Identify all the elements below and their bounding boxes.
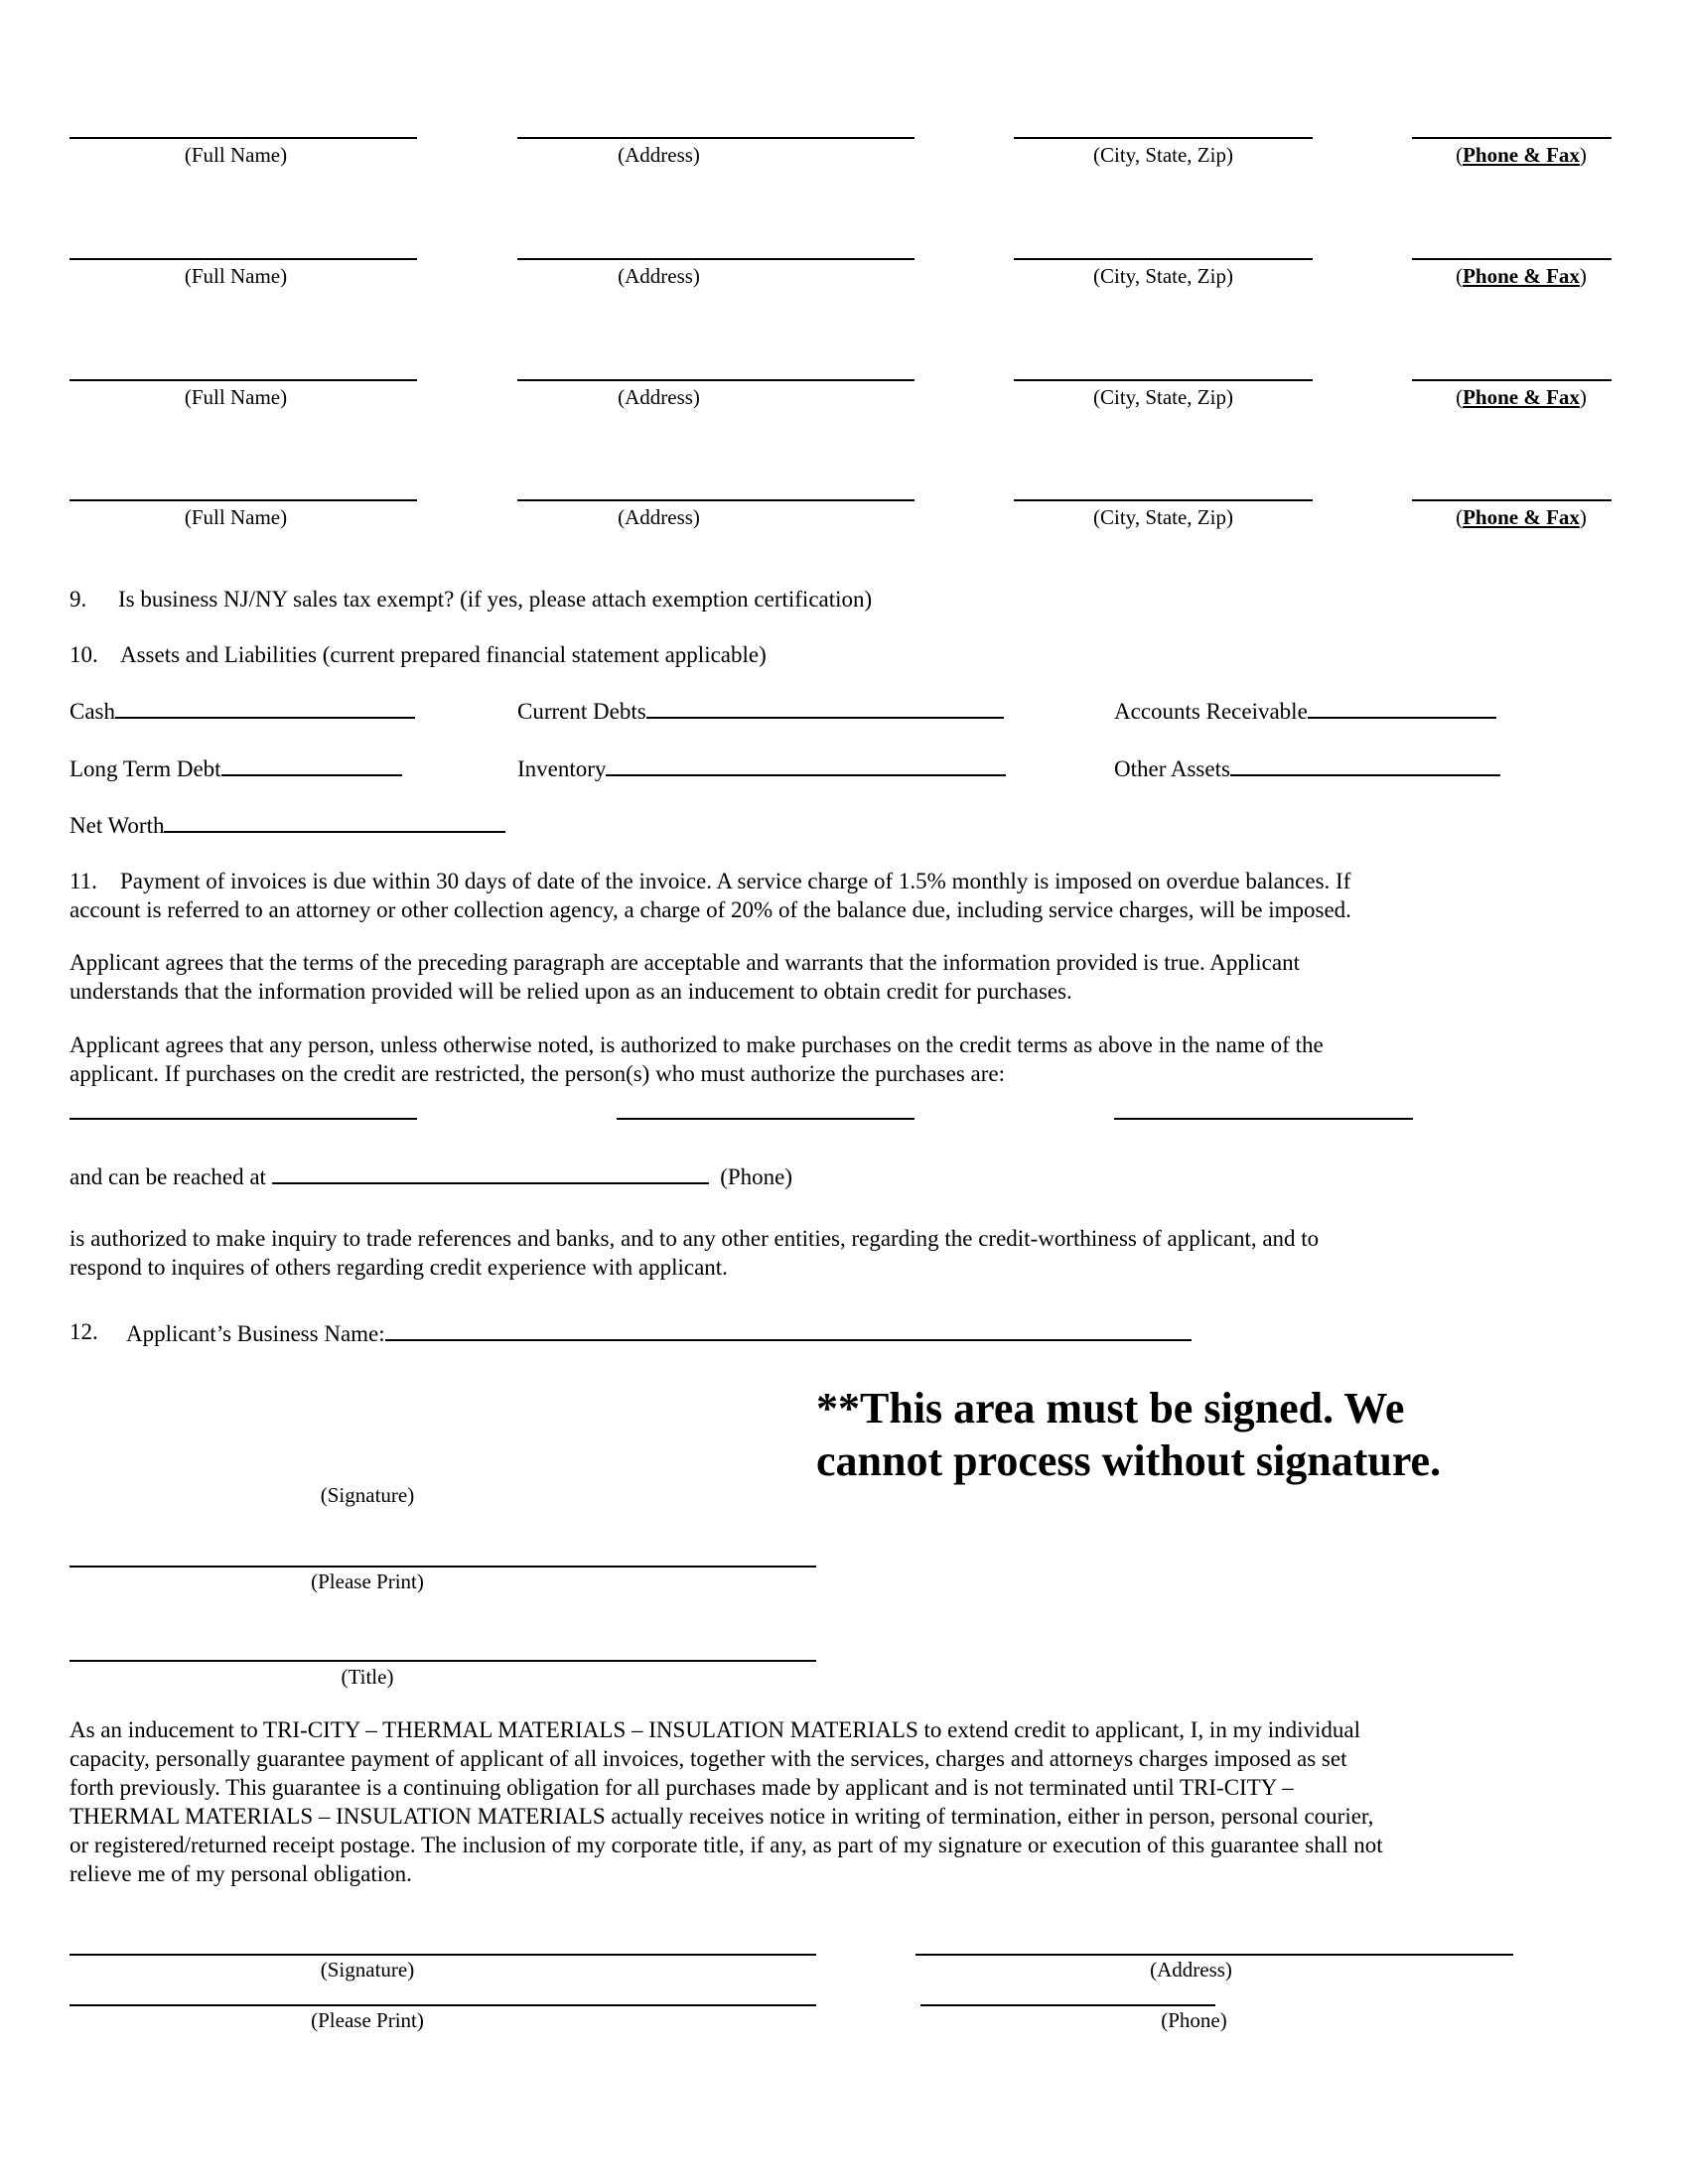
q9-number: 9. — [70, 587, 87, 612]
signature-warning-line2: cannot process without signature. — [816, 1436, 1442, 1485]
guarantee-line-2: capacity, personally guarantee payment of applicant of all invoices, together with the services, charges and attorneys charges imposed as set — [70, 1746, 1347, 1771]
net-worth-field[interactable] — [70, 809, 505, 840]
current-debts-label: Current Debts — [517, 699, 646, 724]
title-caption: (Title) — [341, 1665, 394, 1689]
phone-fax-line[interactable] — [1412, 379, 1612, 381]
address-line[interactable] — [517, 499, 914, 501]
q11-number: 11. — [70, 869, 97, 893]
guarantor-signature-line[interactable] — [70, 1954, 816, 1956]
city-state-zip-line[interactable] — [1014, 137, 1313, 139]
phone-fax-caption: (Phone & Fax) — [1456, 143, 1587, 167]
inventory-field[interactable] — [517, 752, 1006, 783]
guarantee-line-4: THERMAL MATERIALS – INSULATION MATERIALS actually receives notice in writing of termination, either in person, personal courier, — [70, 1804, 1374, 1829]
business-name-label: Applicant’s Business Name: — [126, 1321, 385, 1346]
q11-paragraph3-line2: applicant. If purchases on the credit are restricted, the person(s) who must authorize the purchases are: — [70, 1061, 1005, 1086]
full-name-line[interactable] — [70, 379, 417, 381]
guarantee-line-6: relieve me of my personal obligation. — [70, 1861, 412, 1886]
phone-fax-caption: (Phone & Fax) — [1456, 505, 1587, 529]
accounts-receivable-field[interactable] — [1114, 695, 1496, 726]
please-print-caption: (Please Print) — [311, 1570, 424, 1593]
full-name-caption: (Full Name) — [184, 385, 288, 409]
address-caption: (Address) — [618, 264, 700, 288]
q11-paragraph4-line1: is authorized to make inquiry to trade references and banks, and to any other entities, regarding the credit-worthiness of applicant, and to — [70, 1226, 1320, 1251]
q11-paragraph2-line2: understands that the information provided will be relied upon as an inducement to obtain credit for purchases. — [70, 979, 1072, 1004]
city-state-zip-caption: (City, State, Zip) — [1093, 143, 1233, 167]
city-state-zip-line[interactable] — [1014, 258, 1313, 260]
phone-fax-line[interactable] — [1412, 137, 1612, 139]
cash-field[interactable] — [70, 695, 415, 726]
full-name-line[interactable] — [70, 499, 417, 501]
cash-label: Cash — [70, 699, 115, 724]
phone-fax-line[interactable] — [1412, 258, 1612, 260]
q11-paragraph3-line1: Applicant agrees that any person, unless otherwise noted, is authorized to make purchases on the credit terms as above in the name of the — [70, 1032, 1324, 1057]
business-name-field[interactable] — [126, 1317, 1192, 1348]
guarantor-address-caption: (Address) — [1150, 1958, 1232, 1981]
address-caption: (Address) — [618, 143, 700, 167]
title-line[interactable] — [70, 1660, 816, 1662]
full-name-caption: (Full Name) — [184, 505, 288, 529]
long-term-debt-field[interactable] — [70, 752, 402, 783]
q11-paragraph4-line2: respond to inquires of others regarding credit experience with applicant. — [70, 1255, 728, 1280]
other-assets-label: Other Assets — [1114, 756, 1230, 781]
q10-text: Assets and Liabilities (current prepared financial statement applicable) — [120, 642, 767, 667]
address-line[interactable] — [517, 379, 914, 381]
city-state-zip-caption: (City, State, Zip) — [1093, 385, 1233, 409]
address-line[interactable] — [517, 258, 914, 260]
phone-suffix-label: (Phone) — [720, 1164, 793, 1189]
long-term-debt-label: Long Term Debt — [70, 756, 221, 781]
guarantor-address-line[interactable] — [915, 1954, 1513, 1956]
full-name-line[interactable] — [70, 258, 417, 260]
signature-caption: (Signature) — [320, 1483, 415, 1507]
authorized-person-line-3[interactable] — [1114, 1118, 1413, 1120]
address-caption: (Address) — [618, 505, 700, 529]
authorized-person-line-1[interactable] — [70, 1118, 417, 1120]
guarantor-signature-caption: (Signature) — [320, 1958, 415, 1981]
q9-text: Is business NJ/NY sales tax exempt? (if yes, please attach exemption certification) — [118, 587, 873, 612]
signature-warning-line1: **This area must be signed. We — [816, 1384, 1405, 1433]
city-state-zip-caption: (City, State, Zip) — [1093, 505, 1233, 529]
q10-number: 10. — [70, 642, 98, 667]
current-debts-field[interactable] — [517, 695, 1004, 726]
phone-fax-line[interactable] — [1412, 499, 1612, 501]
full-name-caption: (Full Name) — [184, 264, 288, 288]
authorized-person-line-2[interactable] — [617, 1118, 914, 1120]
guarantor-please-print-caption: (Please Print) — [311, 2008, 424, 2032]
full-name-caption: (Full Name) — [184, 143, 288, 167]
reached-at-field[interactable] — [70, 1160, 792, 1191]
full-name-line[interactable] — [70, 137, 417, 139]
q12-number: 12. — [70, 1319, 98, 1344]
accounts-receivable-label: Accounts Receivable — [1114, 699, 1308, 724]
guarantee-line-1: As an inducement to TRI-CITY – THERMAL MATERIALS – INSULATION MATERIALS to extend credit to applicant, I, in my individual — [70, 1717, 1360, 1742]
net-worth-label: Net Worth — [70, 813, 165, 838]
city-state-zip-line[interactable] — [1014, 499, 1313, 501]
q11-paragraph1-line1: Payment of invoices is due within 30 days of date of the invoice. A service charge of 1.5% monthly is imposed on overdue balances. If — [120, 869, 1351, 893]
address-line[interactable] — [517, 137, 914, 139]
address-caption: (Address) — [618, 385, 700, 409]
city-state-zip-caption: (City, State, Zip) — [1093, 264, 1233, 288]
guarantee-line-5: or registered/returned receipt postage. The inclusion of my corporate title, if any, as part of my signature or execution of this guarantee shall not — [70, 1833, 1383, 1857]
phone-fax-caption: (Phone & Fax) — [1456, 264, 1587, 288]
q11-paragraph1-line2: account is referred to an attorney or other collection agency, a charge of 20% of the balance due, including service charges, will be imposed. — [70, 897, 1351, 922]
phone-fax-caption: (Phone & Fax) — [1456, 385, 1587, 409]
guarantor-phone-line[interactable] — [920, 2004, 1215, 2006]
guarantor-please-print-line[interactable] — [70, 2004, 816, 2006]
other-assets-field[interactable] — [1114, 752, 1500, 783]
guarantor-phone-caption: (Phone) — [1161, 2008, 1227, 2032]
please-print-line[interactable] — [70, 1566, 816, 1568]
q11-paragraph2-line1: Applicant agrees that the terms of the preceding paragraph are acceptable and warrants that the information provided is true. Applicant — [70, 950, 1300, 975]
city-state-zip-line[interactable] — [1014, 379, 1313, 381]
inventory-label: Inventory — [517, 756, 607, 781]
reached-at-label: and can be reached at — [70, 1164, 266, 1189]
signature-warning — [816, 1382, 1441, 1487]
guarantee-line-3: forth previously. This guarantee is a continuing obligation for all purchases made by applicant and is not terminated until TRI-CITY – — [70, 1775, 1294, 1800]
